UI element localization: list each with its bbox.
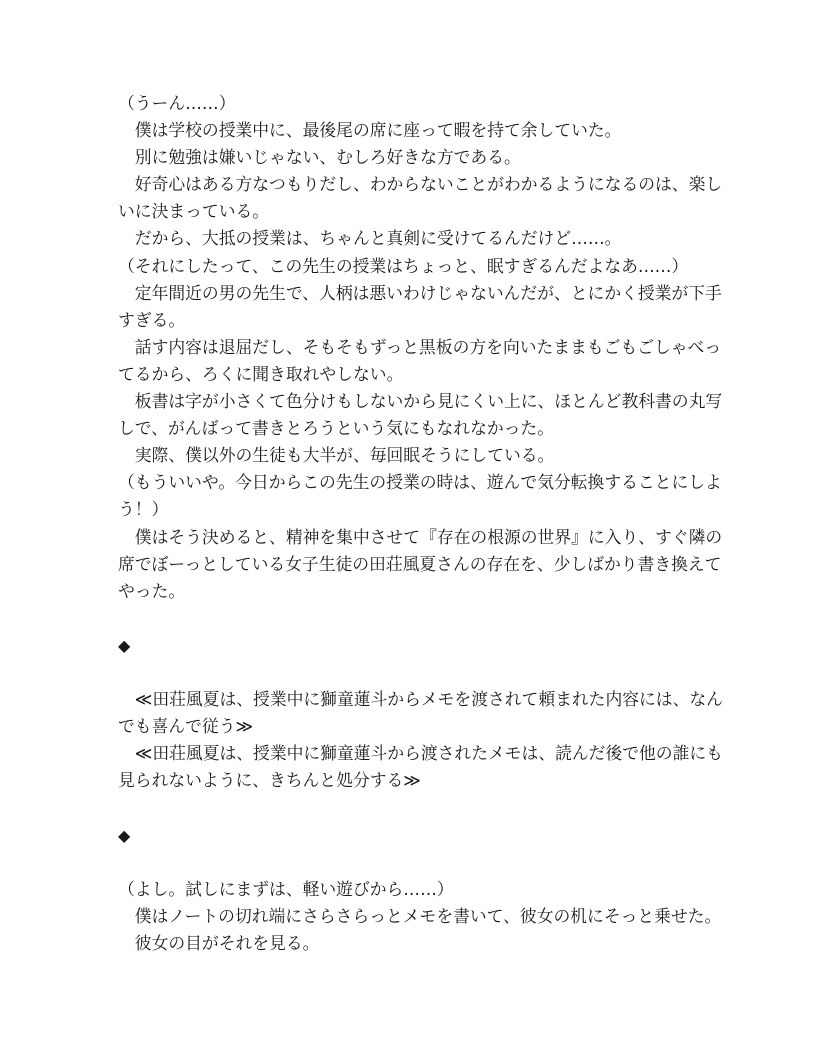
text-line: う！） (118, 499, 169, 520)
text-line: 板書は字が小さくて色分けもしないから見にくい上に、ほとんど教科書の丸写 (118, 391, 723, 412)
text-line: でも喜んで従う≫ (118, 716, 254, 737)
text-line: （うーん……） (118, 93, 236, 113)
blank-line (118, 794, 723, 821)
text-line: しで、がんばって書きとろうという気にもなれなかった。 (118, 418, 554, 439)
section-divider-diamond: ◆ (118, 635, 131, 655)
text-line: だから、大抵の授業は、ちゃんと真剣に受けてるんだけど……。 (118, 228, 622, 249)
text-line: すぎる。 (118, 309, 186, 330)
blank-line (118, 605, 723, 632)
text-line: いに決まっている。 (118, 201, 270, 222)
text-line: やった。 (118, 580, 186, 601)
section-divider-diamond: ◆ (118, 825, 131, 845)
text-line: 別に勉強は嫌いじゃない、むしろ好きな方である。 (118, 147, 521, 168)
text-line: 彼女の目がそれを見る。 (118, 932, 320, 953)
text-line: ≪田荘風夏は、授業中に獅童蓮斗から渡されたメモは、読んだ後で他の誰にも (118, 743, 723, 764)
document-page (118, 90, 723, 957)
text-line: 実際、僕以外の生徒も大半が、毎回眠そうにしている。 (118, 445, 555, 466)
text-line: 好奇心はある方なつもりだし、わからないことがわかるようになるのは、楽し (118, 174, 723, 195)
blank-line (118, 659, 723, 686)
text-line: 定年間近の男の先生で、人柄は悪いわけじゃないんだが、とにかく授業が下手 (118, 282, 722, 303)
text-line: 僕はそう決めると、精神を集中させて『存在の根源の世界』に入り、すぐ隣の (118, 526, 723, 547)
text-line: 席でぼーっとしている女子生徒の田荘風夏さんの存在を、少しばかり書き換えて (118, 553, 722, 574)
text-line: （もういいや。今日からこの先生の授業の時は、遊んで気分転換することにしよ (118, 472, 722, 493)
text-line: てるから、ろくに聞き取れやしない。 (118, 363, 404, 384)
text-line: （よし。試しにまずは、軽い遊びから……） (118, 878, 454, 899)
text-line: 話す内容は退屈だし、そもそもずっと黒板の方を向いたままもごもごしゃべっ (118, 336, 722, 357)
text-line: 見られないように、きちんと処分する≫ (118, 770, 421, 791)
text-line: 僕は学校の授業中に、最後尾の席に座って暇を持て余していた。 (118, 120, 622, 141)
blank-line (118, 849, 723, 876)
text-line: （それにしたって、この先生の授業はちょっと、眠すぎるんだよなあ……） (118, 255, 689, 276)
text-line: 僕はノートの切れ端にさらさらっとメモを書いて、彼女の机にそっと乗せた。 (118, 905, 722, 926)
text-line: ≪田荘風夏は、授業中に獅童蓮斗からメモを渡されて頼まれた内容には、なん (118, 689, 723, 710)
